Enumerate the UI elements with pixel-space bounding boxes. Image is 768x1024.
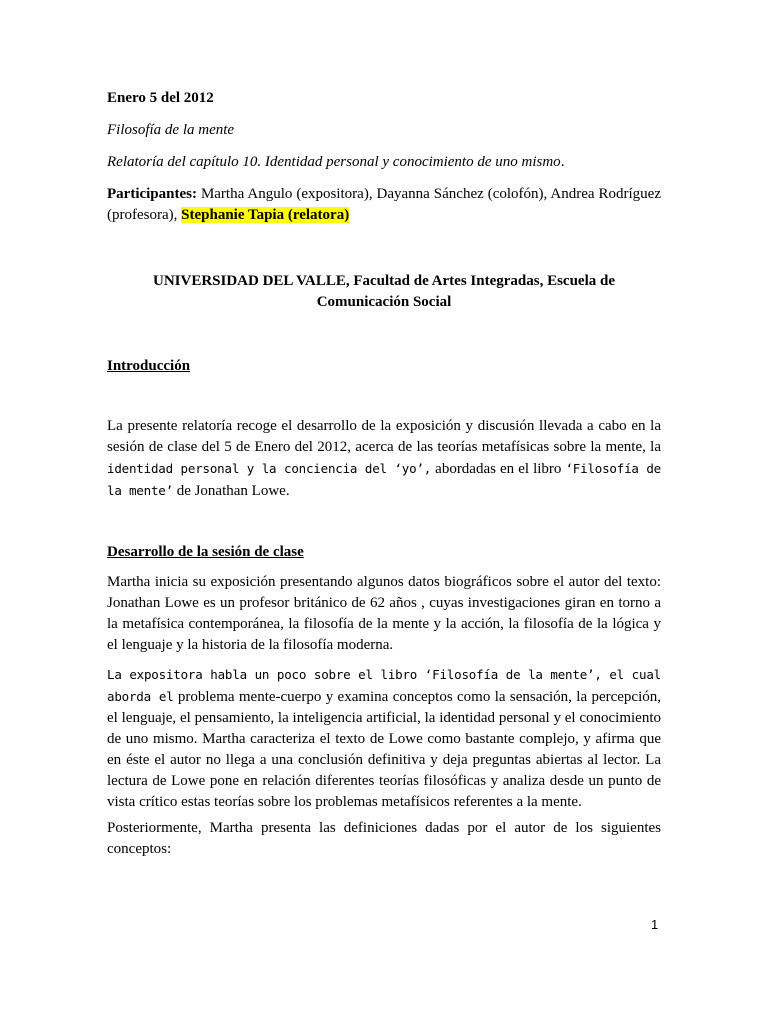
participants-paragraph bbox=[107, 184, 661, 226]
chapter-text: Relatoría del capítulo 10. Identidad personal y conocimiento de uno mismo bbox=[107, 154, 561, 170]
intro-text-5: de Jonathan Lowe. bbox=[172, 483, 290, 499]
document-date bbox=[107, 88, 661, 109]
course-title bbox=[107, 120, 661, 141]
institution-line-1: UNIVERSIDAD DEL VALLE, Facultad de Artes Integradas, Escuela de bbox=[153, 273, 615, 289]
development-paragraph-2 bbox=[107, 664, 661, 813]
highlighted-participant: Stephanie Tapia (relatora) bbox=[181, 207, 350, 223]
introduction-heading bbox=[107, 356, 661, 377]
development-text-3: Posteriormente, Martha presenta las definiciones dadas por el autor de los siguientes conceptos: bbox=[107, 820, 661, 857]
development-paragraph-1 bbox=[107, 572, 661, 656]
institution-line-2: Comunicación Social bbox=[316, 294, 452, 310]
page-number bbox=[651, 917, 658, 932]
participants-label: Participantes: bbox=[107, 186, 197, 202]
introduction-paragraph bbox=[107, 416, 661, 502]
development-text-2a: La expositora habla un poco sobre el libro ‘Filosofía de la mente’, el cual aborda el bbox=[107, 667, 661, 704]
development-paragraph-3 bbox=[107, 818, 661, 860]
introduction-heading-text: Introducción bbox=[107, 358, 191, 374]
institution-heading bbox=[107, 271, 661, 313]
intro-text-3: abordadas en el libro bbox=[431, 461, 566, 477]
chapter-title bbox=[107, 152, 661, 173]
development-text-1: Martha inicia su exposición presentando algunos datos biográficos sobre el autor del texto: Jonathan Lowe es un profesor británico de 62 años , cuyas investigaciones giran en torno a la metafísica contemporánea, la filosofía de la mente y la acción, la filosofía de la lógica y el lenguaje y la historia de la filosofía moderna. bbox=[107, 574, 661, 653]
page-number-text: 1 bbox=[651, 917, 659, 932]
date-text: Enero 5 del 2012 bbox=[107, 90, 214, 106]
intro-text-2: identidad personal y la conciencia del ‘yo’, bbox=[107, 461, 432, 476]
intro-text-1: La presente relatoría recoge el desarrollo de la exposición y discusión llevada a cabo en la sesión de clase del 5 de Enero del 2012, acerca de las teorías metafísicas sobre la mente, la bbox=[107, 418, 661, 455]
development-heading-text: Desarrollo de la sesión de clase bbox=[107, 544, 304, 560]
course-text: Filosofía de la mente bbox=[107, 122, 235, 138]
participants-text: Martha Angulo (expositora), Dayanna Sánchez (colofón), Andrea Rodríguez (profesora), bbox=[107, 186, 661, 223]
chapter-period: . bbox=[560, 154, 565, 170]
development-heading bbox=[107, 542, 661, 563]
development-text-2b: problema mente-cuerpo y examina conceptos como la sensación, la percepción, el lenguaje, el pensamiento, la inteligencia artificial, la identidad personal y el conocimiento de uno mismo. Martha caracteriza el texto de Lowe como bastante complejo, y afirma que en éste el autor no llega a una conclusión definitiva y deja preguntas abiertas al lector. La lectura de Lowe pone en relación diferentes teorías filosóficas y analiza desde un punto de vista crítico estas teorías sobre los problemas metafísicos referentes a la mente. bbox=[107, 689, 661, 810]
intro-text-4: ‘Filosofía de la mente’ bbox=[107, 461, 661, 498]
